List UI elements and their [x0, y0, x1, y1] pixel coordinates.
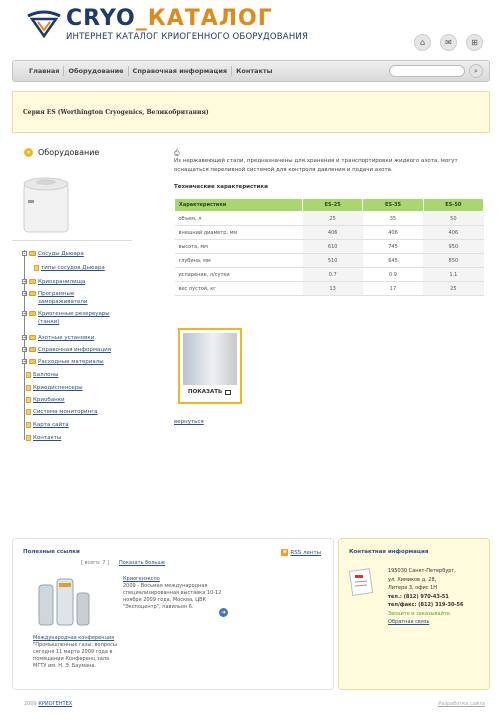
page-icon — [26, 397, 31, 403]
copyright — [24, 701, 72, 707]
nav-item-equipment[interactable]: Оборудование — [64, 66, 128, 76]
news-item — [33, 635, 119, 670]
tree-item-dewars[interactable]: - Сосуды Дьюара — [23, 251, 84, 257]
table-cell: 17 — [363, 282, 423, 296]
table-cell: 610 — [303, 240, 363, 254]
table-cell: 950 — [423, 240, 483, 254]
table-cell: 0.7 — [303, 268, 363, 282]
table-cell: 25 — [423, 282, 483, 296]
collapse-icon[interactable]: ▾ — [24, 148, 33, 157]
header-icons — [414, 34, 483, 51]
table-header: ES-50 — [423, 199, 483, 212]
table-cell: 1.1 — [423, 268, 483, 282]
collapse-toggle[interactable]: - — [23, 251, 26, 257]
table-cell: внешний диаметр, мм — [175, 226, 303, 240]
feedback-link[interactable]: Обратная связь — [388, 619, 430, 625]
table-cell: 406 — [303, 226, 363, 240]
nav-item-home[interactable]: Главная — [25, 66, 64, 76]
mail-icon[interactable]: ✉ — [440, 34, 457, 51]
table-header-row — [175, 199, 484, 212]
spec-table — [174, 198, 484, 296]
total-count: [ всего: 7 ] — [81, 560, 109, 566]
phone: тел.: (812) 970-43-51 — [388, 593, 449, 600]
table-cell: 406 — [423, 226, 483, 240]
contact-note: Звоните и заказывайте. — [388, 610, 452, 617]
table-row — [175, 268, 484, 282]
table-row — [175, 226, 484, 240]
contact-title: Контактная информация — [349, 549, 429, 555]
news-text: "Промышленные газы: вопросы сегодня 11 марта 2009 года в помещении Конференц зала МГТУ им. Н. Э. Баумана. — [33, 642, 117, 669]
folder-icon — [29, 359, 36, 364]
page-icon — [26, 385, 31, 391]
product-photo — [183, 333, 237, 385]
table-row — [175, 282, 484, 296]
tree-item-reference[interactable]: + Справочная информация — [23, 347, 112, 353]
brand-title[interactable] — [66, 6, 273, 31]
address-line: ул. Химиков д. 28, — [388, 576, 437, 583]
table-cell: испарение, л/сутки — [175, 268, 303, 282]
page-icon — [26, 372, 31, 378]
table-header: Характеристики — [175, 199, 303, 212]
expand-toggle[interactable]: + — [23, 291, 28, 297]
page-icon — [26, 435, 31, 441]
folder-icon — [29, 279, 36, 284]
search-input[interactable] — [389, 65, 465, 77]
back-link[interactable]: вернуться — [174, 419, 204, 425]
print-icon[interactable]: ⎙ — [174, 149, 180, 157]
dewar-image — [18, 168, 74, 236]
news-title[interactable]: Криогенэкспо — [123, 576, 160, 582]
folder-icon — [29, 291, 36, 296]
expand-toggle[interactable]: + — [23, 335, 28, 341]
tree-item-contacts[interactable]: Контакты — [26, 434, 61, 442]
folder-icon — [29, 347, 36, 352]
nav-item-reference[interactable]: Справочная информация — [129, 66, 233, 76]
sidebar-title: Оборудование — [38, 148, 100, 157]
table-cell: 510 — [303, 254, 363, 268]
brand-left: CRYO — [66, 6, 136, 31]
series-banner — [12, 91, 490, 133]
tree-item-sitemap[interactable]: Карта сайта — [26, 421, 69, 429]
product-thumbnail[interactable] — [178, 328, 242, 404]
developer-link[interactable]: Разработка сайта — [438, 701, 485, 707]
tree-item-tanks[interactable]: + Криогенные резервуары (танки) — [23, 311, 110, 325]
tree-item-freezers[interactable]: + Програмные замораживатели — [23, 291, 88, 305]
table-row — [175, 254, 484, 268]
table-cell: 13 — [303, 282, 363, 296]
address-line: 195030 Санкт-Петербург, — [388, 568, 456, 574]
table-cell: 50 — [423, 212, 483, 226]
logo-icon[interactable] — [26, 10, 62, 38]
expand-toggle[interactable]: + — [23, 359, 28, 365]
show-more-link[interactable]: Показать больше — [119, 560, 166, 566]
next-arrow-icon[interactable]: ➜ — [220, 609, 227, 616]
contact-panel — [338, 538, 490, 690]
copyright-year: 2009 — [24, 701, 37, 707]
show-button[interactable] — [188, 389, 231, 395]
address-line: Литера 3, офис 1Н — [388, 585, 438, 591]
table-cell: 25 — [303, 212, 363, 226]
table-row — [175, 212, 484, 226]
contact-details — [388, 567, 488, 627]
page-icon — [26, 409, 31, 415]
home-icon[interactable]: ⌂ — [414, 34, 431, 51]
dewars-photo — [35, 575, 93, 627]
rss-icon: ◉ — [282, 549, 288, 555]
table-cell: 0.9 — [363, 268, 423, 282]
news-title[interactable]: Международная конференция — [33, 635, 115, 641]
series-title: Серия ES (Worthington Cryogenics, Великобритания) — [23, 109, 209, 116]
rss-link[interactable] — [281, 549, 321, 556]
folder-icon — [29, 251, 36, 256]
tree-item-nitrogen[interactable]: + Азотные установки — [23, 335, 95, 341]
table-cell: 850 — [423, 254, 483, 268]
table-header: ES-25 — [303, 199, 363, 212]
table-cell: глубина, мм — [175, 254, 303, 268]
table-header: ES-35 — [363, 199, 423, 212]
tree-item-cylinders[interactable]: Баллоны — [26, 371, 58, 379]
table-cell: 35 — [363, 212, 423, 226]
table-cell: 406 — [363, 226, 423, 240]
tree-item-cryostorage[interactable]: + Криохранилища — [23, 279, 86, 285]
main-nav — [12, 60, 490, 82]
business-card-icon — [349, 566, 375, 596]
table-row — [175, 240, 484, 254]
show-button-label: ПОКАЗАТЬ — [188, 389, 223, 395]
expand-toggle[interactable]: + — [23, 347, 28, 353]
table-cell: объем, л — [175, 212, 303, 226]
table-cell: 645 — [363, 254, 423, 268]
tree-item-dewar-types[interactable]: типы сосудов Дьюара — [34, 264, 105, 272]
table-cell: вес пустой, кг — [175, 282, 303, 296]
rss-label[interactable]: RSS ленты — [290, 549, 321, 556]
expand-toggle[interactable]: + — [23, 279, 28, 285]
fax: тел/факс: (812) 319-30-56 — [388, 602, 464, 608]
company-link[interactable]: КРИОГЕНТЕХ — [38, 701, 73, 707]
divider — [12, 240, 132, 241]
tree-item-monitoring[interactable]: Система мониторинга — [26, 408, 97, 416]
news-text: 2009 - Восьмая международная специализированная выставка 10-12 ноября 2009 года, Москва, ЦВК "Экспоцентр", павильон 6. — [123, 583, 222, 610]
useful-links-panel — [12, 538, 334, 690]
search-icon[interactable]: ⌕ — [469, 64, 483, 78]
tree-item-consumables[interactable]: + Расходные материалы — [23, 359, 104, 365]
folder-icon — [29, 311, 36, 316]
product-description: Из нержавеющей стали, предназначены для хранения и транспортировки жидкого азота, могут оснащаться переливной системой для контроля давления и подачи азота. — [174, 158, 458, 173]
pager — [81, 560, 165, 566]
table-cell: высота, мм — [175, 240, 303, 254]
nav-item-contacts[interactable]: Контакты — [236, 67, 273, 75]
folder-icon — [29, 335, 36, 340]
tech-specs-title: Технические характеристики — [174, 184, 268, 190]
sitemap-icon[interactable]: ⊞ — [466, 34, 483, 51]
zoom-icon — [225, 390, 231, 395]
useful-links-title: Полезные ссылки — [23, 549, 80, 555]
table-cell: 745 — [363, 240, 423, 254]
page-icon — [26, 422, 31, 428]
sidebar-header — [24, 148, 99, 157]
tree-item-dispensers[interactable]: Криодиспенсеры — [26, 384, 83, 392]
tree-item-cryobanks[interactable]: Криобанки — [26, 396, 65, 404]
expand-toggle[interactable]: + — [23, 311, 28, 317]
tagline: ИНТЕРНЕТ КАТАЛОГ КРИОГЕННОГО ОБОРУДОВАНИЯ — [66, 32, 309, 42]
page-icon — [34, 265, 39, 271]
news-item — [123, 576, 223, 611]
brand-right: _КАТАЛОГ — [135, 6, 273, 31]
